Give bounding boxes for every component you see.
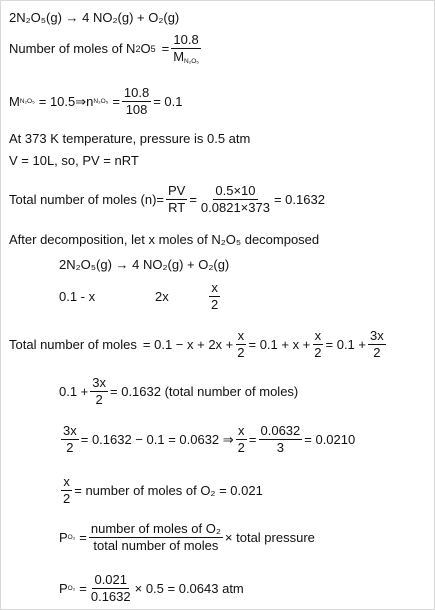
molar-mass-line: M N₂O₅ = 10.5 ⇒ n N₂O₅ = $\frac{10.8}{108}$ = 0.1 xyxy=(9,85,183,118)
eq2-num: 3x xyxy=(61,424,79,440)
eq5-post: × 0.5 = 0.0643 atm xyxy=(134,581,244,597)
moles-n2o5-line: Number of moles of N 2 O 5 = $\frac{10.8}{M_{N_2O_5}}$ xyxy=(9,32,199,66)
equation-1 xyxy=(59,376,298,408)
eq1-post: = 0.1632 (total number of moles) xyxy=(110,384,299,400)
eq2-fraction2 xyxy=(236,424,247,456)
moles-label: Number of moles of N xyxy=(9,41,136,57)
eq1-num: 3x xyxy=(90,376,108,392)
decomposition-text: After decomposition, let x moles of N₂O₅ decomposed xyxy=(9,232,320,247)
conditions-text-2: V = 10L, so, PV = nRT xyxy=(9,153,139,168)
total-expr-frac2-num: x xyxy=(313,329,324,345)
eq1-pre: 0.1 + xyxy=(59,384,89,400)
eq2-fraction3 xyxy=(259,424,303,456)
total-expr-frac1-den: 2 xyxy=(237,345,245,361)
values-numerator: 0.5×10 xyxy=(213,184,257,200)
conditions-line-1 xyxy=(9,132,250,145)
pv-rt-fraction xyxy=(166,184,187,216)
total-expr-frac3 xyxy=(368,329,386,361)
conditions-text-1: At 373 K temperature, pressure is 0.5 atm xyxy=(9,131,251,146)
equation-4: P O₂ = $\frac{\text{number of moles of O₂}}{\text{total number of moles}}$ × total pressure xyxy=(59,521,315,554)
eq5-num: 0.021 xyxy=(92,573,129,589)
total-expr-part2: = 0.1 + x + xyxy=(248,337,311,353)
rt-denominator: RT xyxy=(168,200,186,216)
eq4-eq: = xyxy=(79,530,87,546)
total-expr-label: Total number of moles xyxy=(9,337,137,353)
eq2-x: x xyxy=(236,424,247,440)
eq2-num2: 0.0632 xyxy=(259,424,303,440)
stoich-o2-den: 2 xyxy=(211,297,219,313)
moles-fraction xyxy=(171,33,201,65)
reaction-text: 2N₂O₅(g) → 4 NO₂(g) + O₂(g) xyxy=(9,10,180,25)
eq5-p: P xyxy=(59,581,68,597)
stoich-o2-fraction xyxy=(209,281,220,313)
equation-5: P O₂ = $\frac{0.021}{0.1632}$ × 0.5 = 0.0643 atm xyxy=(59,572,244,605)
eq1-fraction xyxy=(90,376,108,408)
eq2-eq: = xyxy=(248,432,257,448)
eq3-fraction xyxy=(61,475,72,507)
molar-mass-numerator: 10.8 xyxy=(122,86,151,102)
eq5-fraction xyxy=(89,573,133,605)
eq1-den: 2 xyxy=(95,392,103,408)
reaction-text-2: 2N₂O₅(g) → 4 NO₂(g) + O₂(g) xyxy=(59,257,230,272)
equation-2 xyxy=(59,424,355,456)
stoich-reactant: 0.1 - x xyxy=(59,289,96,305)
total-expr-part3: = 0.1 + xyxy=(325,337,366,353)
molar-mass-value: = 10.5 xyxy=(38,94,76,110)
total-expr-frac1-num: x xyxy=(236,329,247,345)
eq5-den: 0.1632 xyxy=(90,589,131,605)
eq2-mid: = 0.1632 − 0.1 = 0.0632 ⇒ xyxy=(80,432,234,448)
moles-den-m: M xyxy=(173,49,185,65)
stoich-no2: 2x xyxy=(155,289,169,305)
total-moles-result: = 0.1632 xyxy=(273,192,325,208)
total-expression-line xyxy=(9,329,388,361)
total-expr-frac2 xyxy=(312,329,323,361)
reaction-equation xyxy=(9,11,179,24)
equation-3 xyxy=(59,475,263,507)
decomposition-intro xyxy=(9,233,319,246)
conditions-line-2 xyxy=(9,154,139,167)
eq2-den2: 3 xyxy=(276,440,284,456)
reaction-equation-2 xyxy=(59,258,229,271)
eq4-num: number of moles of O₂ xyxy=(89,522,223,538)
pv-numerator: PV xyxy=(166,184,187,200)
molar-mass-fraction xyxy=(122,86,151,118)
eq4-p: P xyxy=(59,530,68,546)
total-expr-frac2-den: 2 xyxy=(314,345,322,361)
total-expr-frac3-num: 3x xyxy=(368,329,386,345)
total-expr-frac1 xyxy=(235,329,246,361)
stoich-o2-num: x xyxy=(209,281,220,297)
eq3-num: x xyxy=(61,475,72,491)
eq2-fraction1 xyxy=(61,424,79,456)
molar-mass-m: M xyxy=(9,94,20,110)
molar-mass-denominator: 108 xyxy=(125,102,148,118)
eq2-post: = 0.0210 xyxy=(304,432,356,448)
eq2-den: 2 xyxy=(66,440,74,456)
implies-symbol: ⇒ xyxy=(75,94,87,110)
moles-numerator: 10.8 xyxy=(171,33,200,49)
molar-mass-result: = 0.1 xyxy=(153,94,183,110)
moles-den-sub: N₂O₅ xyxy=(184,58,199,66)
total-moles-line: Total number of moles (n)= $\frac{PV}{RT}$ = $\frac{0.5\times 10}{0.0821\times 373}$ = 0.1632 xyxy=(9,183,325,216)
eq3-post: = number of moles of O₂ = 0.021 xyxy=(74,483,263,499)
eq5-eq: = xyxy=(79,581,87,597)
total-expr-part1: = 0.1 − x + 2x + xyxy=(142,337,234,353)
molar-mass-n: n xyxy=(86,94,94,110)
values-fraction xyxy=(199,184,272,216)
eq4-fraction xyxy=(89,522,223,554)
values-denominator: 0.0821×373 xyxy=(200,200,270,216)
eq4-post: × total pressure xyxy=(224,530,315,546)
eq2-two: 2 xyxy=(237,440,245,456)
eq4-den: total number of moles xyxy=(93,538,219,554)
stoich-line xyxy=(59,281,222,313)
total-moles-label: Total number of moles (n)= xyxy=(9,192,164,208)
total-expr-frac3-den: 2 xyxy=(373,345,381,361)
eq3-den: 2 xyxy=(63,491,71,507)
